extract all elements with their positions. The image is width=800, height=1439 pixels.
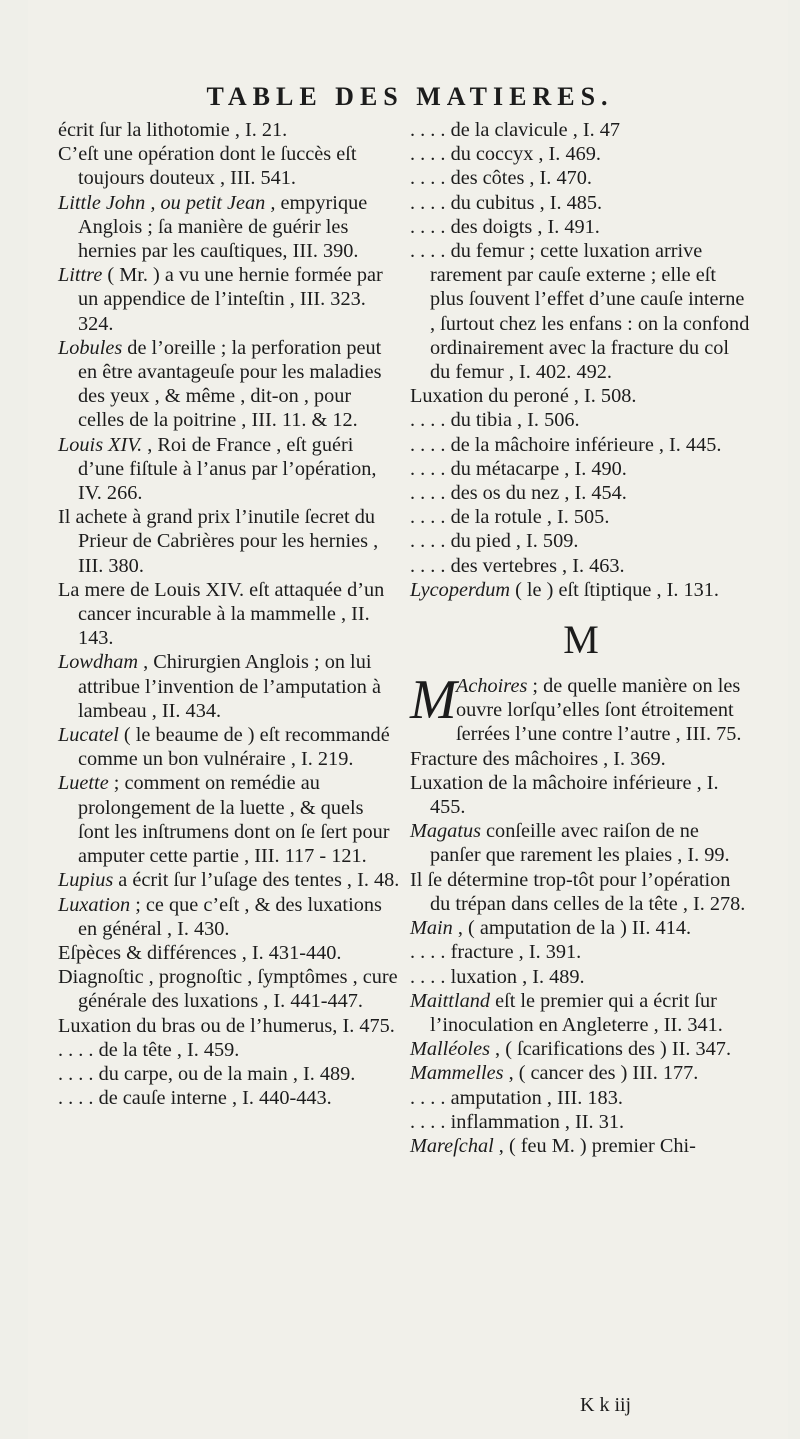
entry-text: Fracture des mâchoires , I. 369. xyxy=(410,747,666,770)
entry-text: . . . . du cubitus , I. 485. xyxy=(410,191,603,214)
entry-text: . . . . fracture , I. 391. xyxy=(410,941,582,964)
index-entry xyxy=(58,336,400,433)
index-entry xyxy=(410,1061,752,1085)
index-entry xyxy=(410,554,752,578)
index-entry xyxy=(58,941,400,965)
index-entry xyxy=(58,142,400,190)
entry-text: Il ſe détermine trop-tôt pour l’opération du trépan dans celles de la tête , I. 278. xyxy=(410,868,746,915)
index-entry xyxy=(58,433,400,506)
entry-text: ( le ) eſt ſtiptique , I. 131. xyxy=(510,578,719,601)
entry-text: ; de quelle manière on les ouvre lorſqu’elles ſont étroitement ſerrées l’une contre l’autre , III. 75. xyxy=(456,675,742,746)
entry-text: eſt le premier qui a écrit ſur l’inoculation en Angleterre , II. 341. xyxy=(430,989,723,1036)
entry-text: C’eſt une opération dont le ſuccès eſt toujours douteux , III. 541. xyxy=(58,143,357,190)
section-letter: M xyxy=(563,617,599,663)
dropcap-letter: M xyxy=(410,669,457,732)
entry-text: Luxation du peroné , I. 508. xyxy=(410,385,637,408)
index-entry xyxy=(410,1037,752,1061)
index-entry xyxy=(410,142,752,166)
entry-text: . . . . du carpe, ou de la main , I. 489. xyxy=(58,1062,356,1085)
entry-keyword: Mammelles xyxy=(410,1062,504,1085)
index-entry xyxy=(58,191,400,264)
entry-text: . . . . de la mâchoire inférieure , I. 445. xyxy=(410,433,722,456)
index-entry xyxy=(410,1134,752,1158)
index-entry xyxy=(410,239,752,384)
entry-text: . . . . du pied , I. 509. xyxy=(410,530,579,553)
entry-text: La mere de Louis XIV. eſt attaquée d’un cancer incurable à la mammelle , II. 143. xyxy=(58,578,385,650)
entry-text: , Roi de France , eſt guéri d’une fiſtule à l’anus par l’opération, IV. 266. xyxy=(78,433,377,505)
entry-text: a écrit ſur l’uſage des tentes , I. 48. xyxy=(113,869,400,892)
entry-text: , Chirurgien Anglois ; on lui attribue l’invention de l’amputation à lambeau , II. 434. xyxy=(78,651,382,722)
index-entry xyxy=(58,650,400,723)
entry-text: . . . . des os du nez , I. 454. xyxy=(410,482,627,505)
signature-mark: K k iij xyxy=(580,1394,632,1416)
index-entry xyxy=(58,1062,400,1086)
entry-text: . . . . des vertebres , I. 463. xyxy=(410,554,625,577)
entry-text: . . . . du coccyx , I. 469. xyxy=(410,143,601,166)
index-entry xyxy=(410,215,752,239)
index-entry xyxy=(58,1086,400,1110)
entry-text: . . . . du métacarpe , I. 490. xyxy=(410,457,627,480)
index-entry xyxy=(410,384,752,408)
entry-keyword: Luxation xyxy=(58,893,131,916)
entry-text: . . . . des côtes , I. 470. xyxy=(410,167,592,190)
left-column xyxy=(58,118,400,1110)
entry-keyword: Mareſchal xyxy=(410,1134,494,1157)
index-entry xyxy=(410,819,752,867)
entry-text: ( le beaume de ) eſt recommandé comme un bon vulnéraire , I. 219. xyxy=(78,724,390,771)
entry-text: . . . . inflammation , II. 31. xyxy=(410,1110,625,1133)
right-column-top-entries xyxy=(410,118,752,602)
entry-text: Il achete à grand prix l’inutile ſecret du Prieur de Cabrières pour les hernies , III. 380. xyxy=(58,506,379,577)
entry-text: Luxation du bras ou de l’humerus, I. 475. xyxy=(58,1014,395,1037)
entry-keyword: Lucatel xyxy=(58,724,119,747)
index-entry xyxy=(58,868,400,892)
entry-text: . . . . des doigts , I. 491. xyxy=(410,215,600,238)
entry-text: . . . . amputation , III. 183. xyxy=(410,1086,623,1109)
entry-keyword: Maittland xyxy=(410,989,490,1012)
index-entry xyxy=(410,529,752,553)
index-entry xyxy=(410,408,752,432)
index-entry xyxy=(410,989,752,1037)
entry-text: empyrique Anglois ; ſa manière de guérir les hernies par les cauſtiques, III. 390. xyxy=(78,191,368,263)
index-entry xyxy=(410,166,752,190)
entry-keyword: Luette xyxy=(58,772,109,795)
index-entry xyxy=(58,893,400,941)
entry-text: , ( feu M. ) premier Chi- xyxy=(493,1134,696,1157)
index-entry xyxy=(410,578,752,602)
index-entry xyxy=(410,868,752,916)
entry-text: Luxation de la mâchoire inférieure , I. 455. xyxy=(410,771,719,819)
index-entry xyxy=(58,1014,400,1038)
index-entry xyxy=(58,118,400,142)
entry-text: Eſpèces & différences , I. 431-440. xyxy=(58,941,342,964)
index-entry xyxy=(410,1110,752,1134)
entry-text: ; comment on remédie au prolongement de la luette , & quels ſont les inſtrumens dont on ſe ſert pour amputer cette partie , III. 117 - 121. xyxy=(78,772,390,868)
entry-keyword: Main xyxy=(410,917,453,940)
index-entry xyxy=(410,433,752,457)
entry-text: , ( amputation de la ) II. 414. xyxy=(452,917,692,940)
index-entry xyxy=(58,505,400,578)
entry-text: . . . . luxation , I. 489. xyxy=(410,965,585,988)
index-entry xyxy=(58,1038,400,1062)
entry-keyword: Magatus xyxy=(410,820,481,843)
page-title: TABLE DES MATIERES. xyxy=(206,82,614,111)
entry-keyword: Little John , ou petit Jean , xyxy=(58,191,276,214)
index-entry xyxy=(410,916,752,940)
index-entry xyxy=(410,965,752,989)
index-entry xyxy=(410,505,752,529)
index-entry xyxy=(58,771,400,868)
dropcap-entry xyxy=(410,669,752,747)
entry-text: écrit ſur la lithotomie , I. 21. xyxy=(58,119,288,141)
entry-text: . . . . de la rotule , I. 505. xyxy=(410,506,610,529)
entry-keyword: Lupius xyxy=(58,869,114,892)
entry-text: , ( ſcarifications des ) II. 347. xyxy=(489,1038,732,1061)
index-entry xyxy=(410,457,752,481)
index-entry xyxy=(410,118,752,142)
entry-text: . . . . de cauſe interne , I. 440-443. xyxy=(58,1087,332,1110)
entry-text: . . . . de la tête , I. 459. xyxy=(58,1038,240,1061)
index-entry xyxy=(410,1086,752,1110)
index-entry xyxy=(410,771,752,819)
index-entry xyxy=(58,965,400,1013)
index-entry xyxy=(58,578,400,651)
entry-keyword: Littre xyxy=(58,264,103,287)
entry-keyword: Louis XIV. xyxy=(58,433,143,456)
entry-text: . . . . du tibia , I. 506. xyxy=(410,409,580,432)
entry-keyword: Lowdham xyxy=(58,651,139,674)
index-entry xyxy=(410,191,752,215)
index-entry xyxy=(410,940,752,964)
index-entry xyxy=(58,263,400,336)
entry-text: . . . . du femur ; cette luxation arrive rarement par cauſe externe ; elle eſt plus ſouvent l’effet d’une cauſe interne , ſurtout chez les enfans : on la confond ordinairement avec la fracture du col du femur , I. 402. 492. xyxy=(410,240,750,384)
right-column-bottom-entries xyxy=(410,747,752,1158)
entry-text: Diagnoſtic , prognoſtic , ſymptômes , cure générale des luxations , I. 441-447. xyxy=(58,966,398,1013)
index-entry xyxy=(410,481,752,505)
index-entry xyxy=(58,723,400,771)
right-column xyxy=(410,118,752,1158)
entry-text: . . . . de la clavicule , I. 47 xyxy=(410,119,621,141)
entry-keyword: Lobules xyxy=(58,336,123,359)
entry-text: conſeille avec raiſon de ne panſer que rarement les plaies , I. 99. xyxy=(430,820,730,867)
entry-text: , ( cancer des ) III. 177. xyxy=(503,1062,699,1085)
index-entry xyxy=(410,747,752,771)
entry-text: ( Mr. ) a vu une hernie formée par un appendice de l’inteſtin , III. 323. 324. xyxy=(78,264,383,335)
entry-keyword: Malléoles xyxy=(410,1038,490,1061)
entry-keyword: Lycoperdum xyxy=(410,578,511,601)
entry-text: de l’oreille ; la perforation peut en être avantageuſe pour les maladies des yeux , & même , dit-on , pour celles de la poitrine , III. 11. & 12. xyxy=(78,336,382,432)
entry-text: ; ce que c’eſt , & des luxations en général , I. 430. xyxy=(78,893,382,940)
entry-keyword: Achoires xyxy=(456,675,528,698)
